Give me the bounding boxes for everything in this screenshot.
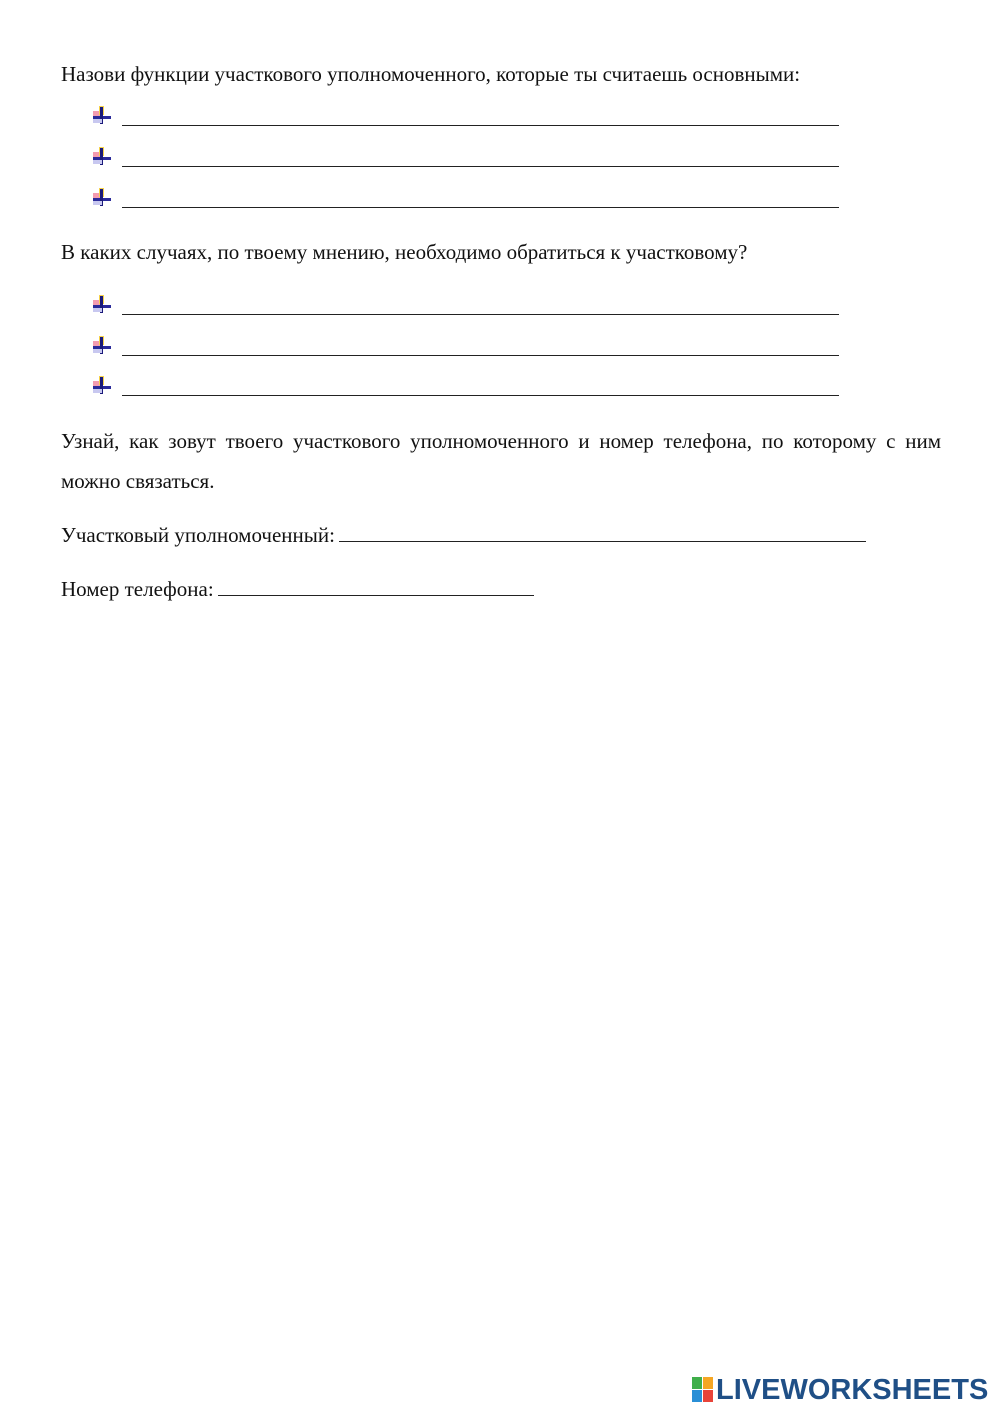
answer-row-cases-1 xyxy=(90,293,850,323)
officer-label: Участковый уполномоченный: xyxy=(61,523,335,547)
answer-line[interactable] xyxy=(122,355,839,356)
answer-row-cases-3 xyxy=(90,374,850,404)
answer-row-functions-3 xyxy=(90,186,850,216)
phone-field xyxy=(61,569,534,609)
arrow-cross-bullet-icon xyxy=(90,374,114,398)
arrow-cross-bullet-icon xyxy=(90,186,114,210)
arrow-cross-bullet-icon xyxy=(90,104,114,128)
liveworksheets-logo-icon xyxy=(692,1377,714,1403)
answer-line[interactable] xyxy=(122,125,839,126)
answer-row-functions-1 xyxy=(90,104,850,134)
answer-row-functions-2 xyxy=(90,145,850,175)
answer-row-cases-2 xyxy=(90,334,850,364)
question-functions: Назови функции участкового уполномоченного, которые ты считаешь основными: xyxy=(61,62,801,86)
brand-name: LIVEWORKSHEETS xyxy=(716,1374,989,1406)
answer-line[interactable] xyxy=(122,166,839,167)
officer-field xyxy=(61,515,866,555)
phone-label: Номер телефона: xyxy=(61,577,214,601)
answer-line[interactable] xyxy=(122,395,839,396)
arrow-cross-bullet-icon xyxy=(90,293,114,317)
instruction-find-officer: Узнай, как зовут твоего участкового уполномоченного и номер телефона, по которому с ним можно связаться. xyxy=(61,429,941,493)
arrow-cross-bullet-icon xyxy=(90,334,114,358)
answer-line[interactable] xyxy=(122,207,839,208)
phone-number-input[interactable] xyxy=(218,577,534,596)
officer-name-input[interactable] xyxy=(339,523,866,542)
question-cases: В каких случаях, по твоему мнению, необходимо обратиться к участковому? xyxy=(61,240,748,264)
arrow-cross-bullet-icon xyxy=(90,145,114,169)
brand-watermark xyxy=(692,1374,992,1406)
answer-line[interactable] xyxy=(122,314,839,315)
